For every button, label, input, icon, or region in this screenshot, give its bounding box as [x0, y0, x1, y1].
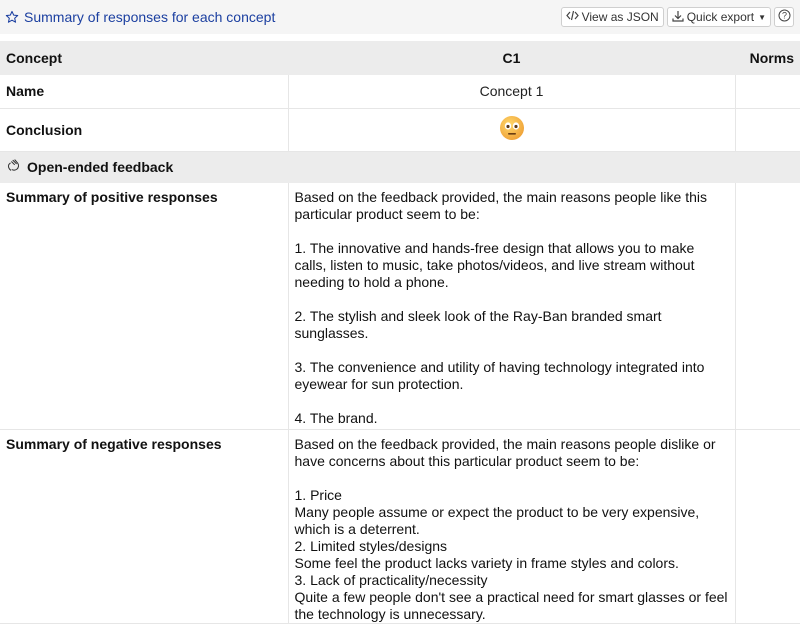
norms-cell	[735, 75, 800, 108]
column-header-c1[interactable]: C1	[502, 50, 521, 66]
svg-text:?: ?	[781, 10, 787, 21]
section-row-open-ended	[0, 151, 800, 183]
hand-wave-icon	[6, 158, 21, 176]
view-as-json-label: View as JSON	[581, 10, 659, 24]
section-label: Open-ended feedback	[27, 159, 174, 176]
concept-summary-table	[0, 41, 800, 624]
row-label-positive: Summary of positive responses	[0, 183, 288, 429]
positive-paragraph: 4. The brand.	[294, 410, 378, 426]
table-row	[0, 75, 800, 108]
negative-line: Many people assume or expect the product to be very expensive, which is a deterrent.	[294, 503, 700, 537]
row-label-name: Name	[0, 75, 288, 108]
negative-line: 2. Limited styles/designs	[294, 537, 448, 554]
negative-line: 3. Lack of practicality/necessity	[294, 571, 488, 588]
help-button[interactable]	[774, 7, 794, 27]
norms-cell	[735, 108, 800, 151]
positive-paragraph: 1. The innovative and hands-free design that allows you to make calls, listen to music, take photos/videos, and live stream without needing to hold a phone.	[294, 240, 695, 290]
column-header-norms: Norms	[749, 50, 794, 66]
column-header-concept: Concept	[6, 50, 62, 66]
negative-reasons	[295, 487, 729, 623]
row-label-negative: Summary of negative responses	[0, 429, 288, 623]
positive-summary-cell	[288, 183, 735, 429]
norms-cell	[735, 429, 800, 623]
negative-line: 1. Price	[294, 486, 342, 503]
table-header-row	[0, 41, 800, 75]
positive-paragraph: 3. The convenience and utility of having technology integrated into eyewear for sun protection.	[294, 359, 705, 392]
positive-paragraph: Based on the feedback provided, the main reasons people like this particular product seem to be:	[294, 189, 707, 222]
download-icon	[672, 10, 684, 25]
quick-export-label: Quick export	[686, 10, 755, 24]
code-icon	[566, 10, 579, 24]
norms-cell	[735, 183, 800, 429]
table-row	[0, 429, 800, 623]
table-row	[0, 183, 800, 429]
row-label-conclusion: Conclusion	[0, 108, 288, 151]
star-icon[interactable]	[4, 9, 20, 25]
view-as-json-button[interactable]	[561, 7, 664, 27]
conclusion-cell	[288, 108, 735, 151]
quick-export-button[interactable]	[667, 7, 771, 27]
negative-summary-cell	[288, 429, 735, 623]
toolbar	[561, 7, 794, 27]
concept-name-cell: Concept 1	[288, 75, 735, 108]
help-icon	[778, 9, 791, 25]
negative-intro: Based on the feedback provided, the main reasons people dislike or have concerns about this particular product seem to be:	[294, 435, 716, 469]
positive-paragraph: 2. The stylish and sleek look of the Ray-Ban branded smart sunglasses.	[294, 308, 662, 341]
chevron-down-icon: ▼	[758, 12, 766, 22]
table-row	[0, 108, 800, 151]
negative-line: Quite a few people don't see a practical need for smart glasses or feel the technology is unnecessary.	[294, 588, 728, 622]
panel-header	[0, 0, 800, 34]
panel-title: Summary of responses for each concept	[24, 9, 276, 25]
negative-line: Some feel the product lacks variety in frame styles and colors.	[294, 554, 679, 571]
neutral-face-icon	[499, 115, 525, 144]
